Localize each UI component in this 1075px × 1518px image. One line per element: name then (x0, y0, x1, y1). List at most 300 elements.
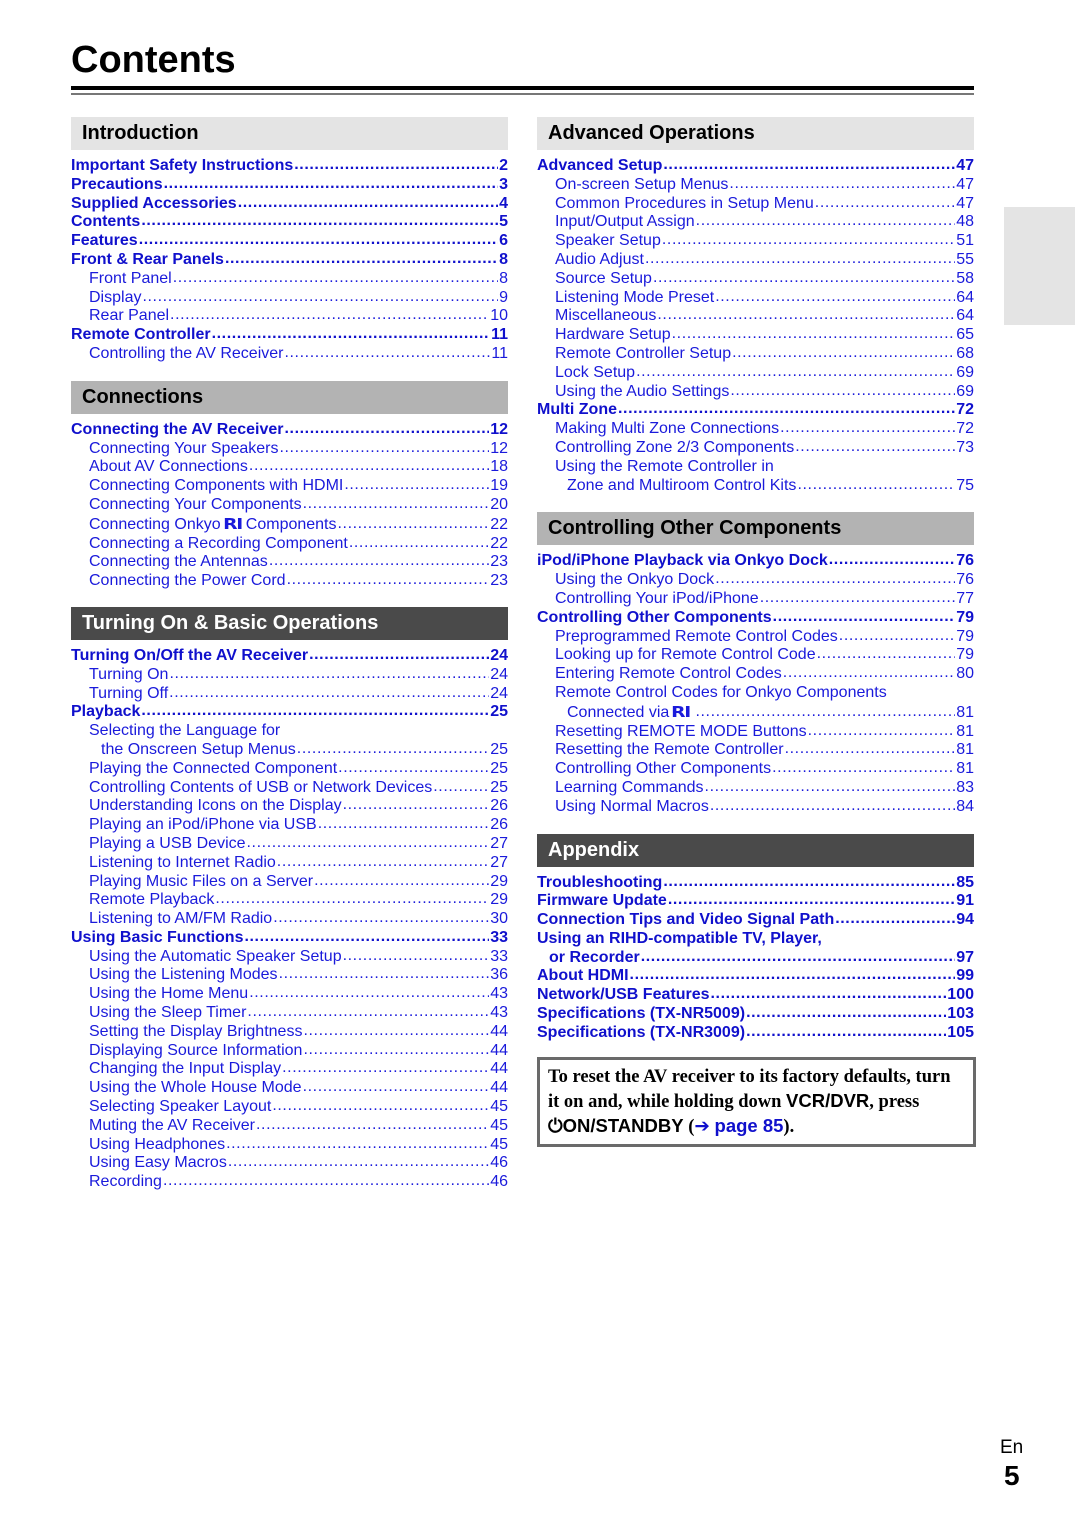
dot-leader (303, 1024, 489, 1036)
dot-leader (746, 1025, 946, 1037)
dot-leader (277, 855, 489, 867)
toc-entry-label (89, 572, 286, 591)
toc-entry-text: Using the Listening Modes (89, 966, 278, 984)
toc-entry-label (89, 307, 169, 326)
toc-entry[interactable] (71, 232, 508, 251)
left-column (71, 117, 508, 1208)
toc-page-number: 46 (490, 1173, 508, 1191)
toc-entry-text: Connecting Your Speakers (89, 439, 279, 457)
toc-entry-label (567, 477, 796, 496)
toc-entry[interactable] (537, 458, 974, 477)
dot-leader (636, 365, 955, 377)
toc-entry-text: Miscellaneous (555, 307, 657, 325)
toc-entry[interactable] (71, 176, 508, 195)
toc-entry[interactable] (537, 270, 974, 289)
toc-entry[interactable] (71, 270, 508, 289)
toc-entry-label (89, 666, 168, 685)
toc-entry-label (89, 1173, 162, 1192)
toc-entry-text: Using the Whole House Mode (89, 1079, 302, 1097)
toc-entry-text: On-screen Setup Menus (555, 175, 729, 193)
toc-page-number: 25 (490, 740, 508, 758)
toc-entry-label (555, 270, 652, 289)
toc-entry[interactable] (71, 307, 508, 326)
toc-page-number: 81 (956, 741, 974, 759)
toc-entry[interactable] (537, 552, 974, 571)
toc-entry[interactable] (71, 873, 508, 892)
toc-entry-label (537, 967, 629, 986)
toc-entry[interactable] (537, 571, 974, 590)
toc-entry-text: Playback (71, 703, 141, 721)
toc-page-number: 36 (490, 966, 508, 984)
dot-leader (247, 836, 490, 848)
dot-leader (839, 629, 955, 641)
toc-page-number: 8 (499, 269, 508, 287)
toc-page-number: 29 (490, 891, 508, 909)
toc-entry-text: Controlling Other Components (555, 760, 772, 778)
toc-entry[interactable] (71, 515, 508, 535)
toc-entry[interactable] (537, 684, 974, 703)
toc-entry[interactable] (537, 609, 974, 628)
toc-entry[interactable] (71, 572, 508, 591)
toc-entry-text: Changing the Input Display (89, 1060, 282, 1078)
toc-entry-label (89, 722, 280, 741)
toc-entry[interactable] (71, 496, 508, 515)
toc-entry[interactable] (71, 1023, 508, 1042)
toc-entry-label (89, 760, 337, 779)
toc-entry-label (101, 741, 296, 760)
toc-entry[interactable] (71, 797, 508, 816)
toc-entry[interactable] (71, 289, 508, 308)
toc-entry[interactable] (71, 948, 508, 967)
toc-entry[interactable] (71, 985, 508, 1004)
toc-entry-text: Remote Controller (71, 326, 211, 344)
toc-entry-label (555, 590, 759, 609)
toc-page-number: 55 (956, 250, 974, 268)
toc-entry[interactable] (71, 741, 508, 760)
toc-page-number: 45 (490, 1135, 508, 1153)
toc-entry[interactable] (537, 307, 974, 326)
toc-entry[interactable] (537, 930, 974, 949)
section-tab (1004, 207, 1075, 325)
toc-entry[interactable] (71, 703, 508, 722)
toc-page-number: 33 (490, 947, 508, 965)
section-header: Connections (71, 381, 508, 414)
toc-entry[interactable] (537, 874, 974, 893)
toc-entry-label (89, 685, 168, 704)
toc-entry[interactable] (71, 157, 508, 176)
toc-page-number: 103 (947, 1005, 974, 1023)
toc-entry-text: Connected via (567, 703, 670, 721)
toc-entry-text: Contents (71, 213, 141, 231)
toc-entry-label (89, 797, 342, 816)
toc-entry-label (89, 345, 283, 364)
dot-leader (279, 967, 490, 979)
toc-entry-label (89, 854, 276, 873)
dot-leader (630, 968, 956, 980)
toc-entry[interactable] (537, 779, 974, 798)
dot-leader (760, 591, 956, 603)
toc-entry[interactable] (71, 1060, 508, 1079)
toc-entry[interactable] (537, 798, 974, 817)
dot-leader (730, 384, 955, 396)
dot-leader (343, 949, 490, 961)
toc-entry[interactable] (71, 929, 508, 948)
toc-entry[interactable] (71, 1173, 508, 1192)
dot-leader (215, 892, 489, 904)
toc-page-number: 83 (956, 778, 974, 796)
dot-leader (835, 912, 955, 924)
toc-entry-text: Connecting Onkyo (89, 515, 221, 533)
toc-entry[interactable] (537, 628, 974, 647)
toc-entry-label (555, 628, 838, 647)
dot-leader (696, 214, 956, 226)
toc-entry-text: Front Panel (89, 269, 172, 287)
toc-entry-text: Resetting the Remote Controller (555, 741, 784, 759)
section-header: Introduction (71, 117, 508, 150)
toc-entry[interactable] (537, 157, 974, 176)
toc-entry[interactable] (537, 439, 974, 458)
dot-leader (272, 1099, 489, 1111)
toc-page-number: 25 (490, 703, 508, 721)
toc-entry-label (555, 326, 671, 345)
dot-leader (657, 308, 955, 320)
dot-leader (710, 799, 955, 811)
toc-page-number: 43 (490, 1004, 508, 1022)
toc-entry-label (71, 929, 243, 948)
toc-entry[interactable] (71, 326, 508, 345)
vcr-dvr-button-label: VCR/DVR (786, 1089, 870, 1111)
toc-entry-label (89, 1117, 255, 1136)
toc-page-number: 26 (490, 797, 508, 815)
toc-entry-label (89, 1154, 227, 1173)
toc-entry-label (89, 535, 348, 554)
toc-page-number: 9 (499, 288, 508, 306)
toc-entry-label (555, 232, 661, 251)
toc-page-number: 18 (490, 458, 508, 476)
toc-entry[interactable] (537, 760, 974, 779)
toc-entry[interactable] (537, 326, 974, 345)
toc-entry-label (89, 458, 248, 477)
dot-leader (797, 478, 955, 490)
toc-entry[interactable] (71, 535, 508, 554)
dot-leader (662, 233, 955, 245)
toc-entry[interactable] (537, 1005, 974, 1024)
toc-page-number: 72 (956, 401, 974, 419)
section-header: Turning On & Basic Operations (71, 607, 508, 640)
toc-entry[interactable] (537, 911, 974, 930)
toc-entry-label (89, 910, 272, 929)
toc-entry[interactable] (537, 195, 974, 214)
toc-entry[interactable] (71, 553, 508, 572)
toc-entry-text: Rear Panel (89, 307, 170, 325)
dot-leader (663, 158, 955, 170)
toc-page-number: 79 (956, 646, 974, 664)
toc-entry[interactable] (71, 835, 508, 854)
toc-entry-text: iPod/iPhone Playback via Onkyo Dock (537, 552, 828, 570)
toc-entry-label (555, 723, 807, 742)
toc-page-number: 23 (490, 572, 508, 590)
toc-entry[interactable] (537, 986, 974, 1005)
title-rule-thin (71, 93, 974, 95)
toc-entry-text: Making Multi Zone Connections (555, 420, 780, 438)
toc-section-connections (71, 381, 508, 591)
toc-entry[interactable] (537, 646, 974, 665)
dot-leader (226, 1137, 489, 1149)
dot-leader (279, 441, 489, 453)
toc-entry[interactable] (71, 195, 508, 214)
dot-leader (297, 742, 489, 754)
toc-entry[interactable] (71, 345, 508, 364)
toc-page-number: 69 (956, 382, 974, 400)
dot-leader (815, 196, 955, 208)
toc-entry-text: Specifications (TX-NR5009) (537, 1005, 746, 1023)
toc-entry-label (567, 703, 694, 723)
toc-page-number: 65 (956, 326, 974, 344)
toc-page-number: 76 (956, 552, 974, 570)
dot-leader (285, 422, 490, 434)
toc-entry[interactable] (71, 816, 508, 835)
toc-page-number: 77 (956, 589, 974, 607)
toc-page-number: 12 (490, 420, 508, 438)
toc-entry-text: Controlling Your iPod/iPhone (555, 589, 759, 607)
toc-entry-text: Displaying Source Information (89, 1041, 303, 1059)
toc-entry-label (89, 985, 248, 1004)
dot-leader (663, 875, 955, 887)
dot-leader (170, 308, 489, 320)
toc-entry[interactable] (71, 722, 508, 741)
toc-entry-label (89, 1098, 271, 1117)
dot-leader (780, 421, 955, 433)
toc-page-number: 99 (956, 967, 974, 985)
toc-page-number: 100 (947, 986, 974, 1004)
toc-page-number: 44 (490, 1041, 508, 1059)
toc-entry-label (537, 609, 772, 628)
toc-page-number: 6 (499, 232, 508, 250)
on-standby-button-label: ON/STANDBY (562, 1114, 684, 1136)
toc-entry[interactable] (537, 590, 974, 609)
toc-entry-text: Specifications (TX-NR3009) (537, 1023, 746, 1041)
toc-entry[interactable] (71, 421, 508, 440)
page-title: Contents (71, 39, 236, 81)
toc-page-number: 47 (956, 175, 974, 193)
page-number: 5 (1004, 1460, 1020, 1491)
toc-entry[interactable] (71, 966, 508, 985)
dot-leader (173, 271, 498, 283)
toc-entry-label (555, 289, 714, 308)
toc-entry[interactable] (71, 477, 508, 496)
toc-entry-text: Resetting REMOTE MODE Buttons (555, 722, 807, 740)
toc-entry[interactable] (537, 383, 974, 402)
toc-page-number: 84 (956, 797, 974, 815)
toc-page-number: 47 (956, 157, 974, 174)
page-85-link[interactable]: page 85 (714, 1114, 784, 1136)
toc-entry-label (537, 401, 617, 420)
toc-entry-label (89, 1136, 225, 1155)
toc-page-number: 12 (490, 439, 508, 457)
section-header: Advanced Operations (537, 117, 974, 150)
toc-entry-text: Playing an iPod/iPhone via USB (89, 816, 317, 834)
toc-entry-text: Advanced Setup (537, 157, 663, 174)
toc-entry-text: Using Basic Functions (71, 928, 244, 946)
toc-entry-label (537, 911, 834, 930)
toc-entry[interactable] (71, 760, 508, 779)
toc-section-advanced-operations (537, 117, 974, 495)
toc-page-number: 25 (490, 759, 508, 777)
toc-entry-text: Input/Output Assign (555, 213, 695, 231)
title-rule (71, 86, 974, 90)
toc-entry-label (89, 289, 141, 308)
dot-leader (641, 950, 956, 962)
toc-entry-text: Preprogrammed Remote Control Codes (555, 627, 838, 645)
toc-entry[interactable] (537, 401, 974, 420)
toc-entry[interactable] (71, 440, 508, 459)
toc-entry-text: Playing the Connected Component (89, 759, 338, 777)
toc-page-number: 29 (490, 872, 508, 890)
section-header: Controlling Other Components (537, 512, 974, 545)
toc-entry[interactable] (71, 1098, 508, 1117)
toc-entry[interactable] (71, 891, 508, 910)
dot-leader (338, 517, 490, 529)
toc-entry[interactable] (71, 779, 508, 798)
toc-entry-text: Hardware Setup (555, 326, 671, 344)
dot-leader (433, 780, 489, 792)
toc-entry[interactable] (537, 345, 974, 364)
toc-entry[interactable] (537, 741, 974, 760)
toc-entry[interactable] (71, 1004, 508, 1023)
toc-entry-list (71, 647, 508, 1192)
toc-entry-text: Using Normal Macros (555, 797, 709, 815)
toc-entry[interactable] (537, 289, 974, 308)
dot-leader (164, 177, 499, 189)
toc-entry-text: Listening to AM/FM Radio (89, 910, 273, 928)
dot-leader (212, 327, 491, 339)
toc-page-number: 72 (956, 420, 974, 438)
dot-leader (294, 158, 498, 170)
power-icon: ⏻ (548, 1114, 563, 1136)
toc-entry-label (71, 421, 284, 440)
toc-entry[interactable] (537, 949, 974, 968)
dot-leader (249, 986, 489, 998)
toc-page-number: 81 (956, 722, 974, 740)
toc-entry[interactable] (71, 685, 508, 704)
toc-entry[interactable] (537, 176, 974, 195)
toc-entry-label (71, 703, 140, 722)
toc-entry[interactable] (71, 1117, 508, 1136)
toc-entry[interactable] (537, 213, 974, 232)
toc-entry-label (555, 364, 635, 383)
toc-entry[interactable] (537, 892, 974, 911)
toc-entry-text: Using the Remote Controller in (555, 457, 774, 475)
toc-entry[interactable] (537, 1024, 974, 1043)
toc-entry-text: Zone and Multiroom Control Kits (567, 476, 797, 494)
toc-page-number: 44 (490, 1060, 508, 1078)
factory-reset-note (537, 1057, 976, 1147)
arrow-right-icon: ➔ (694, 1114, 710, 1136)
toc-entry[interactable] (537, 665, 974, 684)
toc-entry-label (89, 1042, 302, 1061)
dot-leader (314, 874, 489, 886)
toc-entry-list (71, 157, 508, 364)
toc-entry-label (555, 307, 656, 326)
toc-entry-text: Using the Onkyo Dock (555, 571, 715, 589)
toc-entry[interactable] (71, 213, 508, 232)
dot-leader (715, 572, 955, 584)
toc-page-number: 27 (490, 834, 508, 852)
toc-entry-label (555, 213, 695, 232)
dot-leader (711, 987, 947, 999)
toc-entry-text: Learning Commands (555, 778, 704, 796)
toc-entry-text: Controlling Zone 2/3 Components (555, 438, 795, 456)
ri-logo-icon: RI (671, 702, 691, 721)
dot-leader (746, 1006, 946, 1018)
toc-entry[interactable] (71, 854, 508, 873)
toc-entry-label (89, 515, 337, 535)
toc-entry-label (71, 213, 140, 232)
toc-entry[interactable] (71, 666, 508, 685)
dot-leader (773, 610, 956, 622)
toc-page-number: 5 (499, 213, 508, 231)
toc-entry[interactable] (537, 251, 974, 270)
toc-entry-label (89, 816, 317, 835)
toc-page-number: 58 (956, 269, 974, 287)
toc-entry[interactable] (71, 647, 508, 666)
toc-entry[interactable] (537, 420, 974, 439)
dot-leader (169, 667, 489, 679)
toc-page-number: 10 (490, 307, 508, 325)
toc-page-number: 11 (491, 326, 508, 344)
toc-entry[interactable] (537, 364, 974, 383)
toc-entry-text: Common Procedures in Setup Menu (555, 194, 814, 212)
toc-entry-label (537, 1024, 745, 1043)
toc-page-number: 25 (490, 778, 508, 796)
toc-entry[interactable] (537, 703, 974, 723)
toc-entry[interactable] (537, 967, 974, 986)
toc-entry[interactable] (71, 251, 508, 270)
toc-entry-list (537, 874, 974, 1043)
toc-page-number: 64 (956, 288, 974, 306)
dot-leader (783, 666, 955, 678)
toc-entry-text: Playing a USB Device (89, 834, 246, 852)
toc-entry-text: Front & Rear Panels (71, 250, 224, 268)
toc-page-number: 44 (490, 1079, 508, 1097)
toc-entry-text: Turning On (89, 665, 169, 683)
toc-page-number: 43 (490, 985, 508, 1003)
toc-entry[interactable] (71, 1136, 508, 1155)
dot-leader (645, 252, 955, 264)
toc-entry[interactable] (537, 232, 974, 251)
toc-entry-text: Multi Zone (537, 401, 617, 419)
toc-entry[interactable] (537, 477, 974, 496)
toc-entry-text: Connecting a Recording Component (89, 534, 348, 552)
toc-entry[interactable] (71, 458, 508, 477)
toc-entry-text: Controlling Contents of USB or Network Devices (89, 778, 433, 796)
dot-leader (238, 196, 498, 208)
toc-entry-label (89, 270, 172, 289)
toc-entry[interactable] (71, 910, 508, 929)
toc-entry[interactable] (71, 1079, 508, 1098)
toc-page-number: 19 (490, 477, 508, 495)
toc-page-number: 75 (956, 476, 974, 494)
dot-leader (672, 327, 956, 339)
toc-entry-text: Controlling the AV Receiver (89, 344, 284, 362)
toc-entry-label (555, 383, 729, 402)
toc-page-number: 73 (956, 438, 974, 456)
toc-entry-text: Connecting Your Components (89, 495, 302, 513)
toc-entry[interactable] (537, 723, 974, 742)
toc-entry[interactable] (71, 1154, 508, 1173)
toc-entry[interactable] (71, 1042, 508, 1061)
toc-page-number: 81 (956, 760, 974, 778)
